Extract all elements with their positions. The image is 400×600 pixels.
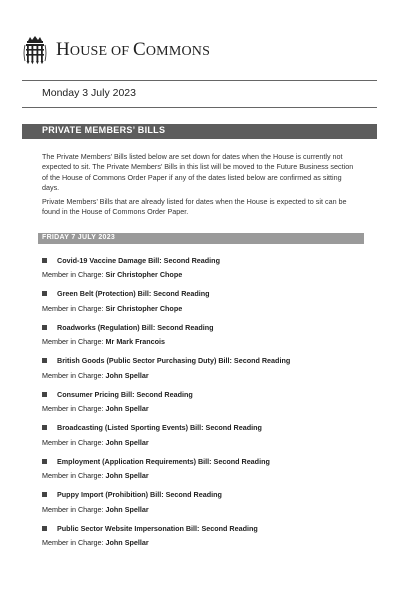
member-name: Mr Mark Francois	[105, 337, 166, 346]
square-bullet-icon	[42, 425, 47, 430]
bill-title: Covid-19 Vaccine Damage Bill: Second Reading	[57, 255, 220, 265]
bill-item	[42, 456, 372, 490]
day-heading-bar	[38, 233, 364, 244]
house-of-commons-title: HOUSE OF COMMONS	[56, 39, 211, 60]
member-label: Member in Charge:	[42, 370, 104, 380]
member-name: Sir Christopher Chope	[105, 270, 183, 279]
square-bullet-icon	[42, 258, 47, 263]
bill-item	[42, 289, 372, 323]
bill-title: Employment (Application Requirements) Bill: Second Reading	[57, 456, 270, 466]
section-title: PRIVATE MEMBERS’ BILLS	[42, 125, 166, 135]
member-name: John Spellar	[105, 471, 149, 480]
bill-item	[42, 523, 372, 557]
member-name: John Spellar	[105, 538, 149, 547]
day-label: FRIDAY 7 JULY 2023	[42, 234, 116, 241]
square-bullet-icon	[42, 358, 47, 363]
member-label: Member in Charge:	[42, 538, 104, 547]
bill-title: Consumer Pricing Bill: Second Reading	[57, 389, 193, 399]
square-bullet-icon	[42, 526, 47, 531]
bill-title: Public Sector Website Impersonation Bill: Second Reading	[57, 523, 258, 533]
bill-title: Roadworks (Regulation) Bill: Second Reading	[57, 322, 214, 332]
bill-list	[42, 255, 372, 557]
square-bullet-icon	[42, 392, 47, 397]
square-bullet-icon	[42, 291, 47, 296]
bill-title: Green Belt (Protection) Bill: Second Reading	[57, 289, 210, 298]
member-name: John Spellar	[105, 404, 149, 413]
bill-item	[42, 322, 372, 356]
date-divider	[22, 107, 377, 108]
bill-item	[42, 356, 372, 390]
bill-item	[42, 423, 372, 457]
member-label: Member in Charge:	[42, 404, 104, 413]
section-heading-bar	[22, 124, 377, 139]
member-label: Member in Charge:	[42, 303, 104, 313]
member-label: Member in Charge:	[42, 437, 104, 447]
bill-item	[42, 490, 372, 524]
page-header	[22, 33, 210, 67]
intro-paragraph: Private Members’ Bills that are already listed for dates when the House is expected to sit can be found in the House of Commons Order Paper.	[42, 197, 347, 217]
member-label: Member in Charge:	[42, 471, 104, 480]
bill-title: Puppy Import (Prohibition) Bill: Second Reading	[57, 490, 222, 499]
member-name: Sir Christopher Chope	[105, 303, 183, 313]
bill-title: British Goods (Public Sector Purchasing Duty) Bill: Second Reading	[57, 356, 291, 365]
square-bullet-icon	[42, 325, 47, 330]
square-bullet-icon	[42, 459, 47, 464]
member-name: John Spellar	[105, 437, 149, 447]
member-label: Member in Charge:	[42, 270, 104, 279]
bill-item	[42, 389, 372, 423]
intro-paragraph: The Private Members’ Bills listed below are set down for dates when the House is currently not expected to sit. The Private Members’ Bills in this list will be moved to the Future Business section of the House of Commons Order Paper if any of the dates listed below are confirmed as sitting days.	[42, 152, 354, 192]
member-label: Member in Charge:	[42, 337, 104, 346]
portcullis-icon	[22, 35, 48, 65]
member-label: Member in Charge:	[42, 504, 104, 514]
page-date: Monday 3 July 2023	[42, 87, 136, 99]
member-name: John Spellar	[105, 504, 149, 514]
square-bullet-icon	[42, 492, 47, 497]
member-name: John Spellar	[105, 370, 149, 380]
bill-item	[42, 255, 372, 289]
header-divider	[22, 80, 377, 81]
bill-title: Broadcasting (Listed Sporting Events) Bill: Second Reading	[57, 423, 262, 432]
